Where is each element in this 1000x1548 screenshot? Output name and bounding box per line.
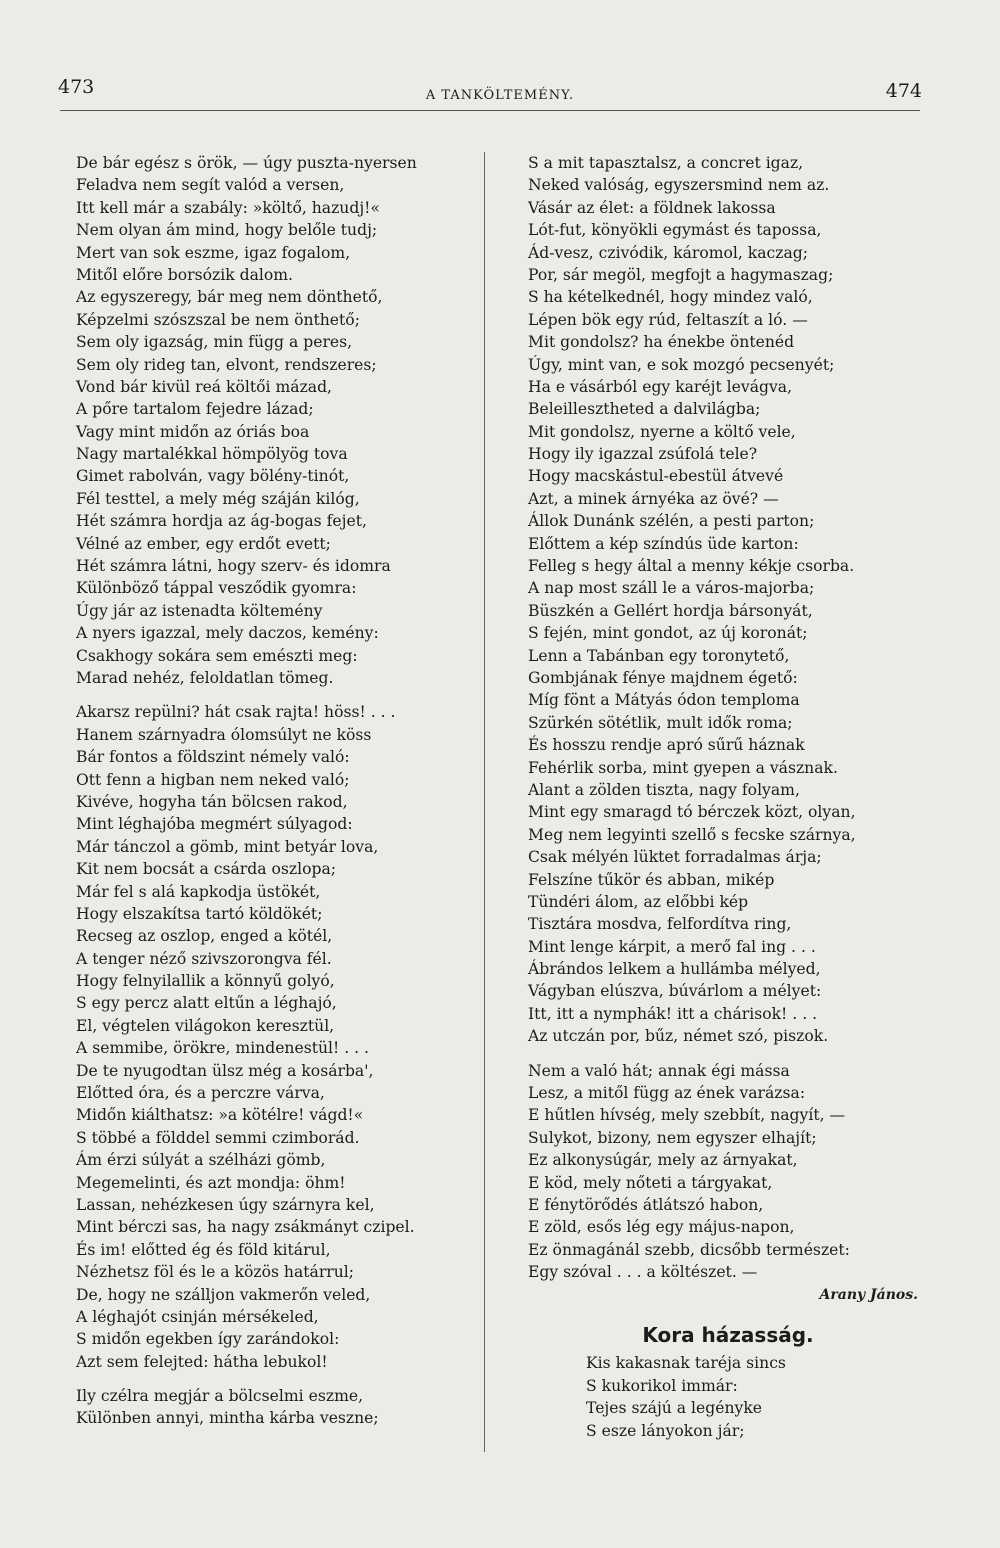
verse-line: Már tánczol a gömb, mint betyár lova, — [76, 837, 379, 856]
left-column — [76, 152, 476, 1430]
verse-line: A pőre tartalom fejedre lázad; — [76, 400, 314, 419]
verse-line: Nem olyan ám mind, hogy belőle tudj; — [76, 221, 378, 240]
stanza — [76, 1385, 476, 1430]
verse-line: De bár egész s örök, — úgy puszta-nyersen — [76, 154, 417, 172]
verse-line: Fél testtel, a mely még száján kilóg, — [76, 489, 360, 508]
verse-line: Meg nem legyinti szellő s fecske szárnya, — [528, 825, 856, 844]
verse-line: Mit gondolsz? ha énekbe öntenéd — [528, 333, 795, 352]
verse-line: Hogy elszakítsa tartó köldökét; — [76, 904, 323, 923]
verse-line: Mint léghajóba megmért súlyagod: — [76, 815, 353, 834]
verse-line: Nem a való hát; annak égi mássa — [528, 1061, 790, 1080]
verse-line: S fején, mint gondot, az új koronát; — [528, 624, 808, 643]
verse-line: Egy szóval . . . a költészet. — — [528, 1263, 758, 1282]
page-header — [0, 74, 1000, 114]
verse-line: Azt sem felejted: hátha lebukol! — [76, 1352, 328, 1371]
verse-line: Csakhogy sokára sem emészti meg: — [76, 646, 358, 665]
verse-line: A léghajót csinján mérsékeled, — [76, 1307, 319, 1326]
verse-line: Megemelinti, és azt mondja: öhm! — [76, 1173, 346, 1192]
verse-line: Ha e vásárból egy karéjt levágva, — [528, 377, 793, 396]
author-signature: Arany János. — [819, 1286, 918, 1303]
verse-line: Tündéri álom, az előbbi kép — [528, 892, 749, 911]
verse-line: Vélné az ember, egy erdőt evett; — [76, 534, 331, 553]
page-number-right: 474 — [885, 80, 922, 102]
verse-line: Képzelmi szószszal be nem önthető; — [76, 310, 360, 329]
verse-line: E köd, mely nőteti a tárgyakat, — [528, 1173, 773, 1192]
verse-line: Úgy jár az istenadta költemény — [76, 601, 323, 620]
verse-line: Marad nehéz, feloldatlan tömeg. — [76, 668, 334, 687]
verse-line: Lassan, nehézkesen úgy szárnyra kel, — [76, 1195, 375, 1214]
verse-line: Ez alkonysúgár, mely az árnyakat, — [528, 1151, 798, 1170]
verse-line: S midőn egekben így zarándokol: — [76, 1330, 340, 1349]
verse-line: Felleg s hegy által a menny kékje csorba. — [528, 557, 855, 576]
verse-line: Lót-fut, könyökli egymást és tapossa, — [528, 221, 822, 240]
verse-line: A semmibe, örökre, mindenestül! . . . — [76, 1039, 370, 1058]
stanza — [76, 152, 476, 689]
verse-line: Hét számra látni, hogy szerv- és idomra — [76, 557, 391, 576]
verse-line: Míg fönt a Mátyás ódon temploma — [528, 691, 800, 710]
verse-line: Lépen bök egy rúd, feltaszít a ló. — — [528, 310, 808, 329]
verse-line: Tejes szájú a legényke — [586, 1399, 763, 1418]
verse-line: S többé a földdel semmi czimborád. — [76, 1128, 360, 1147]
verse-line: Azt, a minek árnyéka az övé? — — [528, 489, 779, 508]
verse-line: Sem oly rideg tan, elvont, rendszeres; — [76, 355, 377, 374]
verse-line: Felszíne tűkör és abban, mikép — [528, 870, 775, 889]
verse-line: Kivéve, hogyha tán bölcsen rakod, — [76, 792, 348, 811]
verse-line: A nyers igazzal, mely daczos, kemény: — [76, 624, 379, 643]
verse-line: Hanem szárnyadra ólomsúlyt ne köss — [76, 725, 372, 744]
verse-line: E fénytörődés átlátszó habon, — [528, 1195, 764, 1214]
verse-line: Neked valóság, egyszersmind nem az. — [528, 176, 830, 195]
verse-line: Mint lenge kárpit, a merő fal ing . . . — [528, 937, 816, 956]
verse-line: Feladva nem segít valód a versen, — [76, 176, 345, 195]
header-rule — [60, 110, 920, 111]
verse-line: S a mit tapasztalsz, a concret igaz, — [528, 154, 804, 172]
verse-line: De te nyugodtan ülsz még a kosárba', — [76, 1061, 374, 1080]
verse-line: S ha kételkednél, hogy mindez való, — [528, 288, 813, 307]
column-divider — [484, 152, 485, 1452]
verse-line: Ád-vesz, czivódik, káromol, kaczag; — [528, 243, 809, 262]
verse-line: Hogy felnyilallik a könnyű golyó, — [76, 972, 335, 991]
verse-line: Mit gondolsz, nyerne a költő vele, — [528, 422, 796, 441]
verse-line: Úgy, mint van, e sok mozgó pecsenyét; — [528, 355, 835, 374]
verse-line: S esze lányokon jár; — [586, 1421, 745, 1440]
verse-line: E hűtlen hívség, mely szebbít, nagyít, — — [528, 1106, 846, 1125]
verse-line: Ez önmagánál szebb, dicsőbb természet: — [528, 1240, 850, 1259]
verse-line: Már fel s alá kapkodja üstökét, — [76, 882, 321, 901]
verse-line: Bár fontos a földszint némely való: — [76, 748, 350, 767]
verse-line: Vagy mint midőn az óriás boa — [76, 422, 310, 441]
verse-line: A nap most száll le a város-majorba; — [528, 579, 815, 598]
verse-line: Lesz, a mitől függ az ének varázsa: — [528, 1084, 806, 1103]
verse-line: Vásár az élet: a földnek lakossa — [528, 198, 776, 217]
verse-line: Alant a zölden tiszta, nagy folyam, — [528, 780, 800, 799]
verse-line: Itt kell már a szabály: »költő, hazudj!« — [76, 198, 380, 217]
verse-line: És im! előtted ég és föld kitárul, — [76, 1240, 331, 1259]
verse-line: Recseg az oszlop, enged a kötél, — [76, 927, 333, 946]
verse-line: Fehérlik sorba, mint gyepen a vásznak. — [528, 758, 838, 777]
verse-line: Különben annyi, mintha kárba veszne; — [76, 1409, 379, 1428]
verse-line: Előtted óra, és a perczre várva, — [76, 1084, 325, 1103]
verse-line: Akarsz repülni? hát csak rajta! höss! . . . — [76, 703, 396, 722]
verse-line: Beleillesztheted a dalvilágba; — [528, 400, 761, 419]
verse-line: És hosszu rendje apró sűrű háznak — [528, 736, 805, 755]
verse-line: Nézhetsz föl és le a közös határrul; — [76, 1263, 355, 1282]
verse-line: Por, sár megöl, megfojt a hagymaszag; — [528, 265, 834, 284]
page-number-left: 473 — [58, 76, 95, 98]
verse-line: Nagy martalékkal hömpölyög tova — [76, 445, 348, 464]
verse-line: Büszkén a Gellért hordja bársonyát, — [528, 601, 813, 620]
poem-title: Kora házasság. — [642, 1322, 814, 1347]
verse-line: Tisztára mosdva, felfordítva ring, — [528, 915, 792, 934]
verse-line: Sem oly igazság, min függ a peres, — [76, 333, 353, 352]
verse-line: Midőn kiálthatsz: »a kötélre! vágd!« — [76, 1106, 364, 1125]
verse-line: Vágyban elúszva, búvárlom a mélyet: — [528, 982, 822, 1001]
verse-line: Vond bár kivül reá költői mázad, — [76, 377, 333, 396]
verse-line: Hogy macskástul-ebestül átvevé — [528, 467, 784, 486]
verse-line: Különböző táppal vesződik gyomra: — [76, 579, 357, 598]
verse-line: Hogy ily igazzal zsúfolá tele? — [528, 445, 758, 464]
verse-line: Mint bérczi sas, ha nagy zsákmányt czipel. — [76, 1218, 415, 1237]
verse-line: Kis kakasnak taréja sincs — [586, 1354, 786, 1373]
verse-line: Ott fenn a higban nem neked való; — [76, 770, 350, 789]
verse-line: A tenger néző szivszorongva fél. — [76, 949, 332, 968]
verse-line: E zöld, esős lég egy május-napon, — [528, 1218, 795, 1237]
stanza — [528, 1060, 928, 1284]
verse-line: Ily czélra megjár a bölcselmi eszme, — [76, 1387, 364, 1406]
verse-line: Csak mélyén lüktet forradalmas árja; — [528, 848, 822, 867]
right-column — [528, 152, 928, 1442]
verse-line: Sulykot, bizony, nem egyszer elhajít; — [528, 1128, 817, 1147]
verse-line: S kukorikol immár: — [586, 1376, 738, 1395]
verse-line: Lenn a Tabánban egy toronytető, — [528, 646, 790, 665]
poem-body — [528, 1352, 928, 1442]
stanza — [76, 701, 476, 1373]
verse-line: Itt, itt a nymphák! itt a chárisok! . . . — [528, 1004, 818, 1023]
verse-line: Az utczán por, bűz, német szó, piszok. — [528, 1027, 829, 1046]
verse-line: Mert van sok eszme, igaz fogalom, — [76, 243, 351, 262]
verse-line: Kit nem bocsát a csárda oszlopa; — [76, 860, 336, 879]
verse-line: Mitől előre borsózik dalom. — [76, 265, 294, 284]
verse-line: Ábrándos lelkem a hullámba mélyed, — [528, 960, 821, 979]
verse-line: Hét számra hordja az ág-bogas fejet, — [76, 512, 367, 531]
verse-line: Az egyszeregy, bár meg nem dönthető, — [76, 288, 383, 307]
verse-line: Gombjának fénye majdnem égető: — [528, 668, 798, 687]
verse-line: Előttem a kép színdús üde karton: — [528, 534, 799, 553]
verse-line: Szürkén sötétlik, mult idők roma; — [528, 713, 793, 732]
verse-line: S egy percz alatt eltűn a léghajó, — [76, 994, 337, 1013]
running-title: A TANKÖLTEMÉNY. — [425, 88, 575, 103]
verse-line: Gimet rabolván, vagy bölény-tinót, — [76, 467, 350, 486]
verse-line: Állok Dunánk szélén, a pesti parton; — [528, 512, 815, 531]
verse-line: Ám érzi súlyát a szélházi gömb, — [76, 1151, 326, 1170]
verse-line: Mint egy smaragd tó bérczek közt, olyan, — [528, 803, 856, 822]
stanza — [528, 152, 928, 1048]
verse-line: De, hogy ne szálljon vakmerőn veled, — [76, 1285, 371, 1304]
verse-line: El, végtelen világokon keresztül, — [76, 1016, 335, 1035]
